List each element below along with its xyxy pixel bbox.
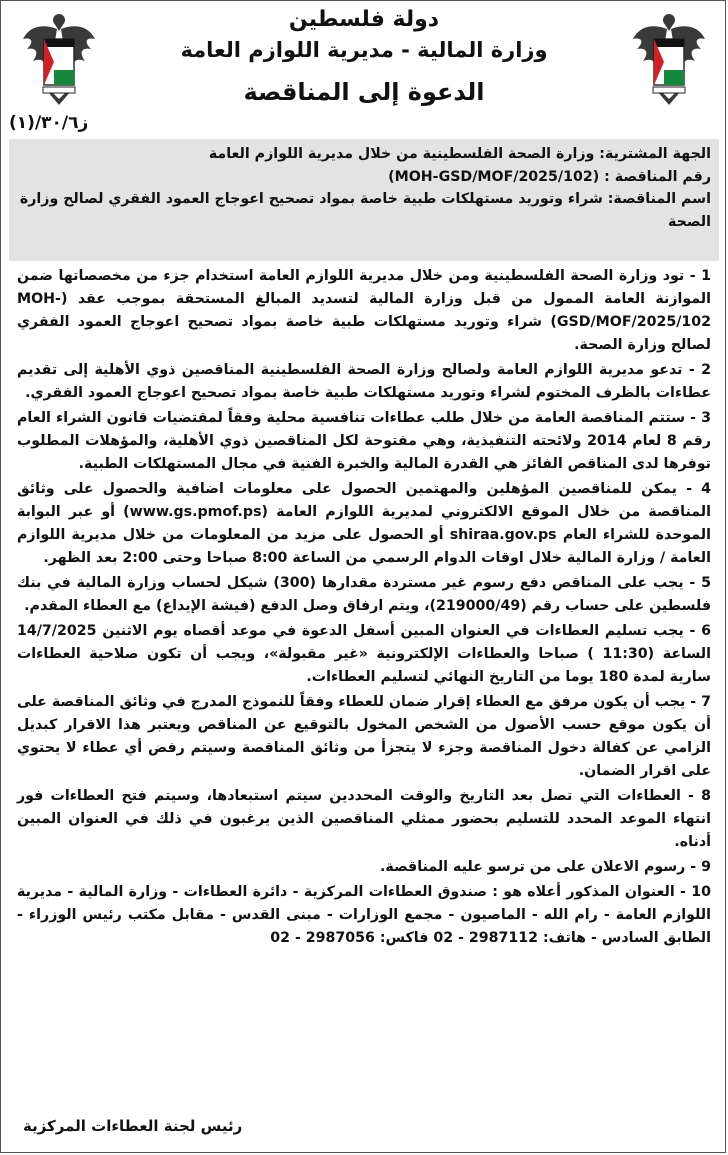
tender-number-line: رقم المناقصة : (MOH-GSD/MOF/2025/102) (388, 168, 711, 185)
palestine-eagle-emblem-icon (631, 9, 707, 109)
state-name: دولة فلسطين (288, 7, 440, 32)
clause: 8 - العطاءات التي تصل بعد التاريخ والوقت المحددين سيتم استبعادها، وسيتم فتح العطاءات فور انتهاء الموعد المحدد للتسليم بحضور ممثلي المناقصين الذين يرغبون في ذلك في العنوان المبين أدناه. (17, 788, 711, 850)
header (1, 1, 726, 141)
clauses-list (9, 265, 719, 952)
clause: 9 - رسوم الاعلان على من ترسو عليه المناقصة. (379, 859, 711, 875)
clause: 6 - يجب تسليم العطاءات في العنوان المبين أسفل الدعوة في موعد أقصاه يوم الاثنين 14/7/2025 الساعة (11:30 ) صباحا والعطاءات الإلكترونية «غير مقبولة»، ويجب أن تكون صلاحية العطاءات سارية لمدة 180 يوما من التاريخ النهائي لتسليم العطاءات. (17, 623, 711, 685)
clause: 1 - تود وزارة الصحة الفلسطينية ومن خلال مديرية اللوازم العامة استخدام جزء من مخصصاتها ضمن الموازنة العامة الممول من قبل وزارة المالية لتسديد المبالغ المستحقة بموجب عقد (MOH-GSD/MOF/2025/102) شراء وتوريد مستهلكات طبية خاصة بمواد تصحيح اعوجاج العمود الفقري لصالح وزارة الصحة. (17, 268, 711, 353)
clause: 7 - يجب أن يكون مرفق مع العطاء إقرار ضمان للعطاء وفقاً للنموذج المدرج في وثائق المناقصة على أن يكون موقع حسب الأصول من الشخص المخول بالتوقيع عن المناقص ويعتبر هذا الاقرار كبديل الزامي عن كفالة دخول المناقصة وجزء لا يتجزأ من وثائق المناقصة وسيتم رفض أي عطاء لا يحتوي على اقرار الضمان. (17, 694, 711, 779)
clause: 2 - تدعو مديرية اللوازم العامة ولصالح وزارة الصحة الفلسطينية المناقصين ذوي الأهلية إلى تقديم عطاءات بالظرف المختوم لشراء وتوريد مستهلكات طبية خاصة بمواد تصحيح اعوجاج العمود الفقري. (17, 362, 711, 401)
ministry-name: وزارة المالية - مديرية اللوازم العامة (180, 38, 548, 62)
tender-name-line: اسم المناقصة: شراء وتوريد مستهلكات طبية خاصة بمواد تصحيح اعوجاج العمود الفقري لصالح وزارة الصحة (19, 191, 711, 230)
clause: 4 - يمكن للمناقصين المؤهلين والمهتمين الحصول على معلومات اضافية والحصول على وثائق المناقصة من خلال الموقع الالكتروني لمديرية اللوازم العامة (www.gs.pmof.ps) أو عبر البوابة الموحدة للشراء العام shiraa.gov.ps أو الحصول على مزيد من المعلومات من خلال مديرية اللوازم العامة / وزارة المالية خلال اوقات الدوام الرسمي من الساعة 8:00 صباحا وحتى 2:00 بعد الظهر. (17, 481, 712, 566)
reference-code: ز٣٠/٦/(١) (9, 113, 89, 133)
palestine-eagle-emblem-icon (21, 9, 97, 109)
clause: 5 - يجب على المناقص دفع رسوم غير مستردة مقدارها (300) شيكل لحساب وزارة المالية في بنك فلسطين على حساب رقم (219000/49)، ويتم ارفاق وصل الدفع (فيشة الإيداع) مع العطاء المقدم. (17, 575, 711, 614)
clause: 10 - العنوان المذكور أعلاه هو : صندوق العطاءات المركزية - دائرة العطاءات - وزارة المالية - مديرية اللوازم العامة - رام الله - الماصيون - مجمع الوزارات - مبنى القدس - مقابل مكتب رئيس الوزراء - الطابق السادس - هاتف: 2987112 - 02 فاكس: 2987056 - 02 (17, 884, 711, 946)
buyer-line: الجهة المشترية: وزارة الصحة الفلسطينية من خلال مديرية اللوازم العامة (208, 146, 711, 162)
signature: رئيس لجنة العطاءات المركزية (23, 1117, 243, 1135)
tender-summary-box (9, 139, 719, 261)
clause: 3 - ستتم المناقصة العامة من خلال طلب عطاءات تنافسية محلية وفقاً لمقتضيات قانون الشراء العام رقم 8 لعام 2014 ولائحته التنفيذية، وهي مفتوحة لكل المناقصين ذوي الأهلية، والمؤهلات المطلوب توفرها لدى المناقص الفائز هي القدرة المالية والخبرة الفنية في مجال المستهلكات الطبية. (17, 410, 711, 472)
page-title: الدعوة إلى المناقصة (243, 78, 485, 106)
